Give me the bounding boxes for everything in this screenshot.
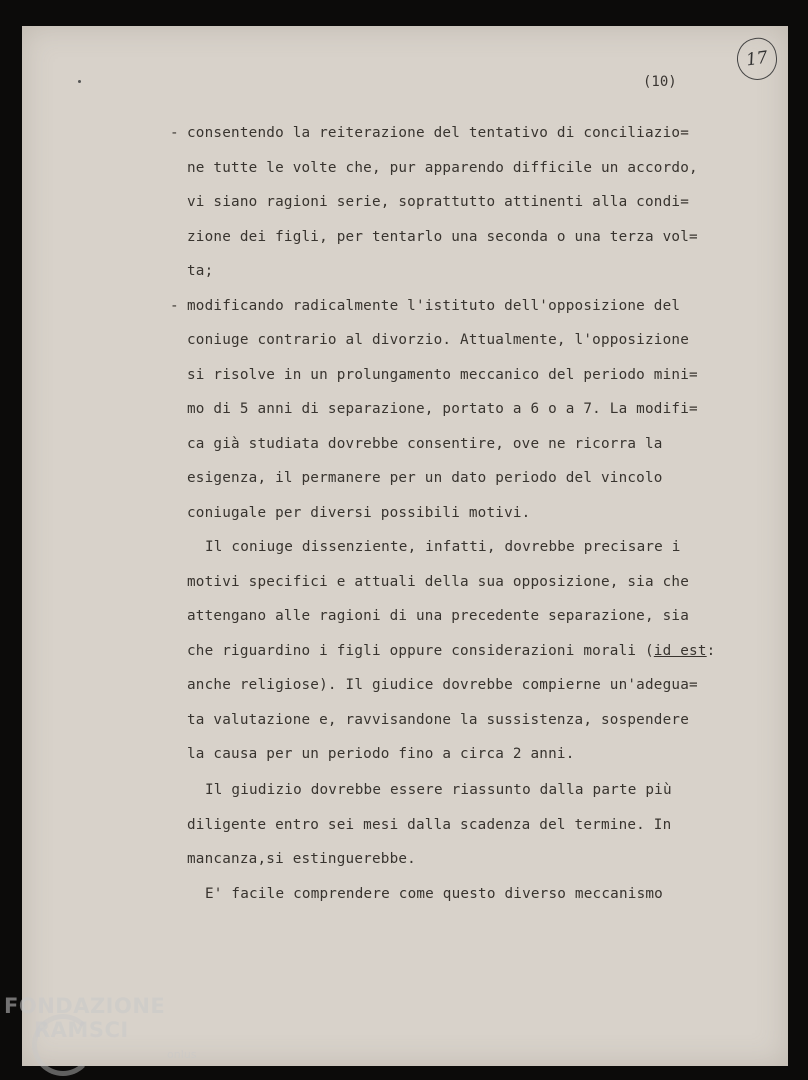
page-number: (10) — [643, 74, 677, 90]
text-line: ta valutazione e, ravvisandone la sussistenza, sospendere — [187, 712, 690, 728]
text-line: consentendo la reiterazione del tentativo di conciliazio= — [187, 125, 690, 141]
text-line-with-underline — [187, 643, 715, 659]
text-line: mo di 5 anni di separazione, portato a 6 o a 7. La modifi= — [187, 401, 698, 417]
text-line: si risolve in un prolungamento meccanico del periodo mini= — [187, 367, 698, 383]
text-line: zione dei figli, per tentarlo una seconda o una terza vol= — [187, 229, 698, 245]
bullet-dash: - — [170, 125, 179, 141]
text-line: E' facile comprendere come questo diverso meccanismo — [205, 886, 663, 902]
text-line: modificando radicalmente l'istituto dell'opposizione del — [187, 298, 681, 314]
text-line: anche religiose). Il giudice dovrebbe compierne un'adegua= — [187, 677, 698, 693]
text-line: ca già studiata dovrebbe consentire, ove ne ricorra la — [187, 436, 663, 452]
text-segment: che riguardino i figli oppure considerazioni morali ( — [187, 643, 654, 659]
bullet-dash: - — [170, 298, 179, 314]
text-line: la causa per un periodo fino a circa 2 anni. — [187, 746, 575, 762]
watermark-line2: RAMSCI — [34, 1018, 129, 1042]
fondazione-gramsci-watermark — [4, 994, 204, 1074]
text-line: esigenza, il permanere per un dato periodo del vincolo — [187, 470, 663, 486]
text-line: attengano alle ragioni di una precedente separazione, sia — [187, 608, 690, 624]
underlined-text: id est — [653, 643, 707, 659]
text-line: coniuge contrario al divorzio. Attualmente, l'opposizione — [187, 332, 690, 348]
text-line: coniugale per diversi possibili motivi. — [187, 505, 531, 521]
text-segment: : — [706, 643, 716, 659]
text-line: motivi specifici e attuali della sua opposizione, sia che — [187, 574, 690, 590]
watermark-line3: onlus — [167, 1048, 197, 1061]
text-line: vi siano ragioni serie, soprattutto attinenti alla condi= — [187, 194, 690, 210]
text-line: ne tutte le volte che, pur apparendo difficile un accordo, — [187, 160, 698, 176]
paper-speck — [78, 80, 81, 83]
watermark-line1: FONDAZIONE — [4, 994, 166, 1018]
text-line: Il coniuge dissenziente, infatti, dovrebbe precisare i — [205, 539, 681, 555]
text-line: diligente entro sei mesi dalla scadenza del termine. In — [187, 817, 672, 833]
archive-page-number: 17 — [734, 35, 779, 82]
text-line: ta; — [187, 263, 214, 279]
text-line: mancanza,si estinguerebbe. — [187, 851, 416, 867]
text-line: Il giudizio dovrebbe essere riassunto dalla parte più — [205, 782, 672, 798]
